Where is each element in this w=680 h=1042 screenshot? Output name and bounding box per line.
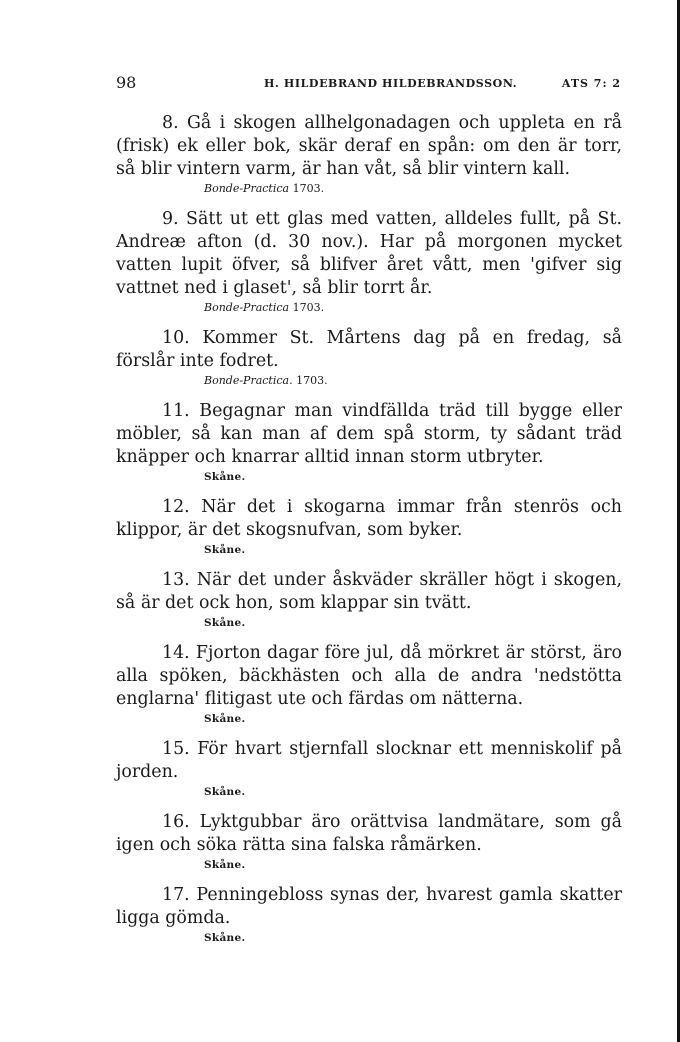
entry-text: 10. Kommer St. Mårtens dag på en fredag, så förslår inte fodret.	[116, 328, 622, 371]
entry-source	[204, 373, 622, 389]
entry-text: 16. Lyktgubbar äro orättvisa landmätare, som gå igen och söka rätta sina falska råmärken.	[116, 812, 622, 855]
page-number: 98	[116, 73, 137, 92]
entry-source: Skåne.	[204, 713, 246, 725]
entry-text: 11. Begagnar man vindfällda träd till bygge eller möbler, så kan man af dem spå storm, ty sådant träd knäpper och knarrar alltid innan storm utbryter.	[116, 401, 622, 467]
entry-source	[204, 300, 622, 316]
entry-14	[116, 642, 622, 727]
source-title: Bonde-Practica	[204, 182, 290, 195]
page-header	[116, 73, 621, 93]
source-year: 1703.	[292, 301, 325, 314]
source-year: 1703.	[292, 182, 325, 195]
entry-12	[116, 496, 622, 558]
source-title: Bonde-Practica.	[204, 374, 293, 387]
entry-text: 9. Sätt ut ett glas med vatten, alldeles fullt, på St. Andreæ afton (d. 30 nov.). Har på morgonen mycket vatten lupit öfver, så blifver året vått, men 'gifver sig vattnet ned i glaset', så blir torrt år.	[116, 209, 622, 298]
entry-15	[116, 738, 622, 800]
entry-source: Skåne.	[204, 544, 246, 556]
running-title: H. HILDEBRAND HILDEBRANDSSON.	[264, 77, 518, 90]
series-reference: ATS 7: 2	[561, 77, 621, 90]
entry-13	[116, 569, 622, 631]
entry-source: Skåne.	[204, 859, 246, 871]
entry-text: 12. När det i skogarna immar från stenrös och klippor, är det skogsnufvan, som byker.	[116, 497, 622, 540]
source-title: Bonde-Practica	[204, 301, 290, 314]
entry-source: Skåne.	[204, 786, 246, 798]
entry-text: 17. Penningebloss synas der, hvarest gamla skatter ligga gömda.	[116, 885, 622, 928]
entry-source: Skåne.	[204, 932, 246, 944]
entry-source: Skåne.	[204, 617, 246, 629]
entry-text: 13. När det under åskväder skräller högt i skogen, så är det ock hon, som klappar sin tvätt.	[116, 570, 622, 613]
source-year: 1703.	[296, 374, 328, 387]
entry-17	[116, 884, 622, 946]
entry-9	[116, 208, 622, 316]
entry-text: 14. Fjorton dagar före jul, då mörkret är störst, äro alla spöken, bäckhästen och alla de andra 'nedstötta englarna' flitigast ute och färdas om nätterna.	[116, 643, 622, 709]
entry-16	[116, 811, 622, 873]
page-body	[116, 112, 622, 957]
entry-11	[116, 400, 622, 485]
entry-8	[116, 112, 622, 197]
entry-source	[204, 181, 622, 197]
entry-source: Skåne.	[204, 471, 246, 483]
entry-text: 8. Gå i skogen allhelgonadagen och uppleta en rå (frisk) ek eller bok, skär deraf en spån: om den är torr, så blir vintern varm, är han våt, så blir vintern kall.	[116, 113, 622, 179]
entry-10	[116, 327, 622, 389]
entry-text: 15. För hvart stjernfall slocknar ett menniskolif på jorden.	[116, 739, 622, 782]
